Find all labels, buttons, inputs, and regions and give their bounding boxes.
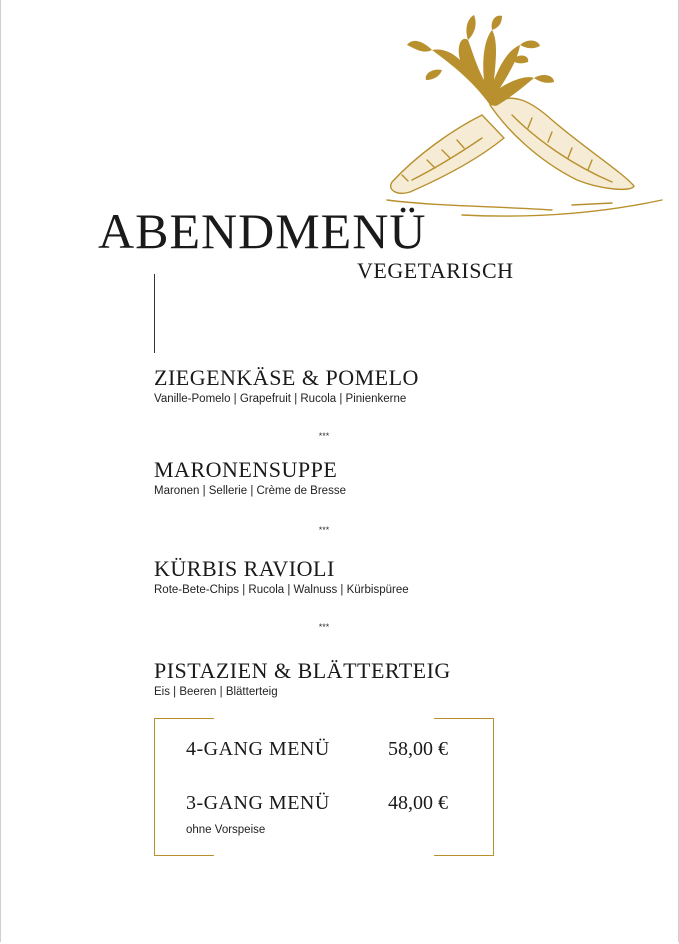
course-description: Rote-Bete-Chips | Rucola | Walnuss | Kürbispüree (154, 584, 409, 596)
price-box (154, 718, 494, 856)
price-value: 48,00 € (388, 792, 448, 814)
course-separator: *** (318, 622, 330, 632)
course-name: PISTAZIEN & BLÄTTERTEIG (154, 658, 451, 683)
course-description: Vanille-Pomelo | Grapefruit | Rucola | Pinienkerne (154, 393, 407, 405)
course-description: Eis | Beeren | Blätterteig (154, 686, 278, 698)
course-separator: *** (318, 525, 330, 535)
page-title: ABENDMENÜ (98, 203, 427, 259)
carrot-icon (372, 10, 672, 225)
course-name: KÜRBIS RAVIOLI (154, 556, 335, 581)
frame-corner (434, 718, 494, 719)
price-label: 4-GANG MENÜ (186, 738, 330, 760)
course-item (154, 459, 346, 497)
course-item (154, 660, 451, 698)
course-item (154, 367, 419, 405)
frame-side (154, 718, 155, 856)
course-separator: *** (318, 431, 330, 441)
frame-side (493, 718, 494, 856)
page-subtitle: VEGETARISCH (357, 258, 514, 283)
course-name: MARONENSUPPE (154, 457, 338, 482)
frame-corner (434, 855, 494, 856)
course-item (154, 558, 409, 596)
frame-corner (154, 855, 214, 856)
frame-corner (154, 718, 214, 719)
price-value: 58,00 € (388, 738, 448, 760)
course-description: Maronen | Sellerie | Crème de Bresse (154, 485, 346, 497)
course-name: ZIEGENKÄSE & POMELO (154, 365, 419, 390)
price-label: 3-GANG MENÜ (186, 792, 330, 814)
vertical-divider (154, 274, 155, 353)
price-note: ohne Vorspeise (186, 824, 266, 836)
